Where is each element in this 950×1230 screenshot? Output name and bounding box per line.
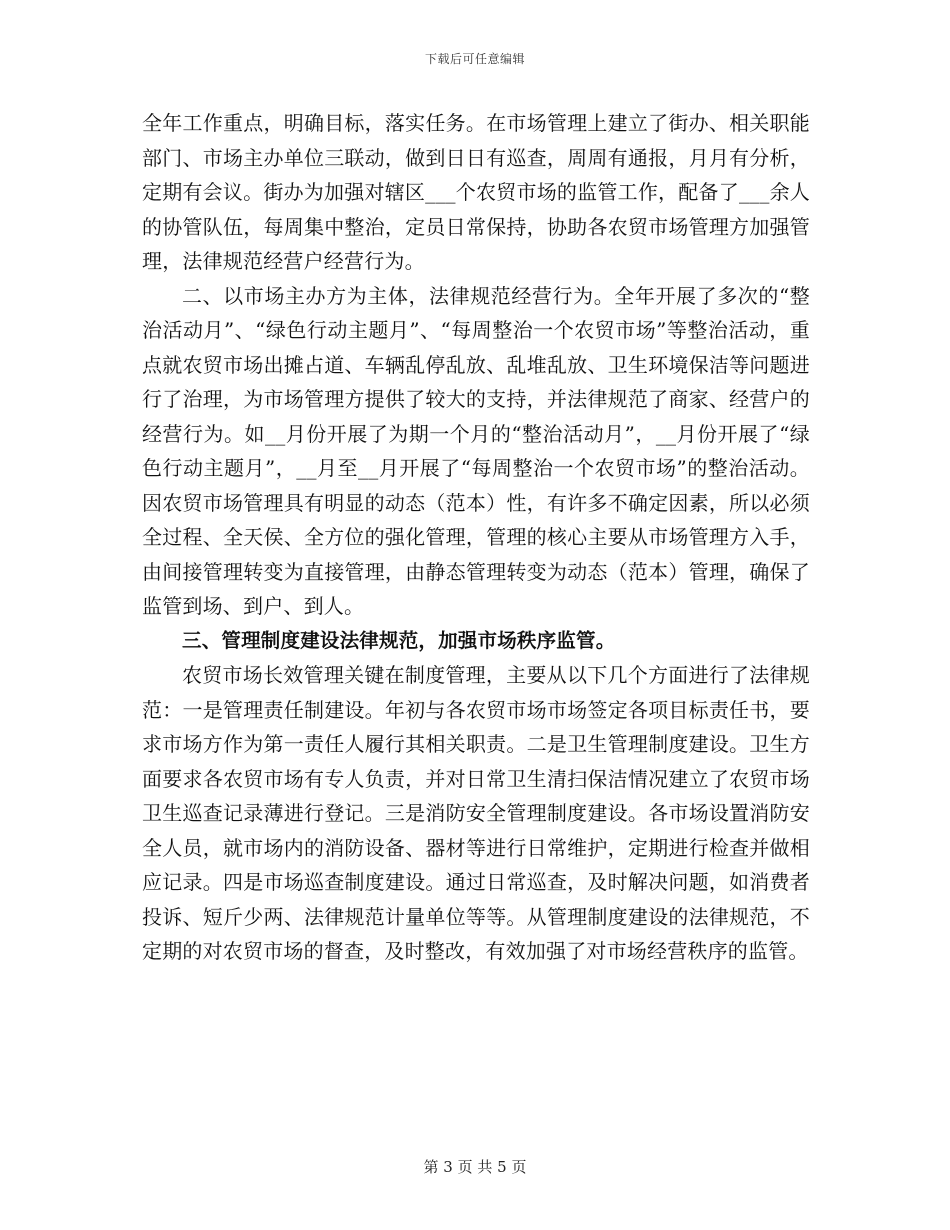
document-body <box>142 106 810 969</box>
paragraph-section-three: 农贸市场长效管理关键在制度管理，主要从以下几个方面进行了法律规范：一是管理责任制建设。年初与各农贸市场市场签定各项目标责任书，要求市场方作为第一责任人履行其相关职责。二是卫生管理制度建设。卫生方面要求各农贸市场有专人负责，并对日常卫生清扫保洁情况建立了农贸市场卫生巡查记录薄进行登记。三是消防安全管理制度建设。各市场设置消防安全人员，就市场内的消防设备、器材等进行日常维护，定期进行检查并做相应记录。四是市场巡查制度建设。通过日常巡查，及时解决问题，如消费者投诉、短斤少两、法律规范计量单位等等。从管理制度建设的法律规范，不定期的对农贸市场的督查，及时整改，有效加强了对市场经营秩序的监管。 <box>142 663 810 963</box>
paragraph-continuation: 全年工作重点，明确目标，落实任务。在市场管理上建立了街办、相关职能部门、市场主办单位三联动，做到日日有巡查，周周有通报，月月有分析，定期有会议。街办为加强对辖区___个农贸市场的监管工作，配备了___余人的协管队伍，每周集中整治，定员日常保持，协助各农贸市场管理方加强管理，法律规范经营户经营行为。 <box>142 111 810 273</box>
page-header: 下载后可任意编辑 <box>424 52 525 66</box>
section-heading-three: 三、管理制度建设法律规范，加强市场秩序监管。 <box>182 628 616 652</box>
paragraph-section-two: 二、以市场主办方为主体，法律规范经营行为。全年开展了多次的“整治活动月”、“绿色行动主题月”、“每周整治一个农贸市场”等整治活动，重点就农贸市场出摊占道、车辆乱停乱放、乱堆乱放、卫生环境保洁等问题进行了治理，为市场管理方提供了较大的支持，并法律规范了商家、经营户的经营行为。如__月份开展了为期一个月的“整治活动月”，__月份开展了“绿色行动主题月”，__月至__月开展了“每周整治一个农贸市场”的整治活动。因农贸市场管理具有明显的动态（范本）性，有许多不确定因素，所以必须全过程、全天侯、全方位的强化管理，管理的核心主要从市场管理方入手，由间接管理转变为直接管理，由静态管理转变为动态（范本）管理，确保了监管到场、到户、到人。 <box>142 283 810 618</box>
page-number: 第 3 页 共 5 页 <box>423 1158 527 1176</box>
